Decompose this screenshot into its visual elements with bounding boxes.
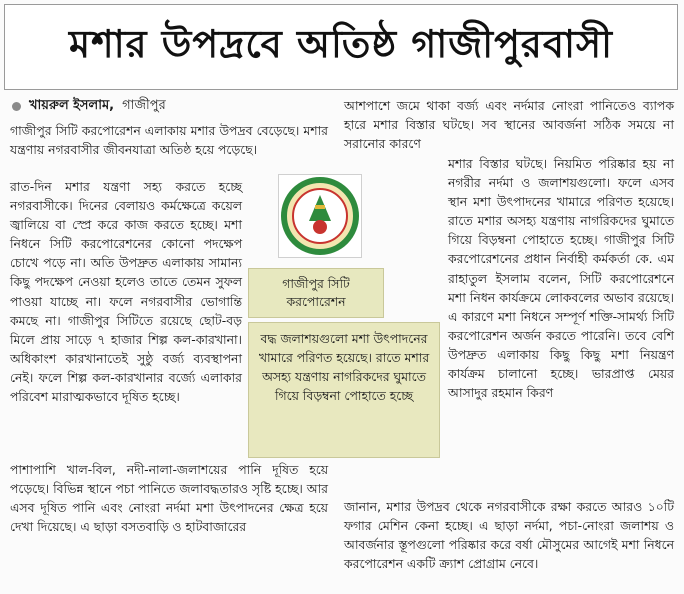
paragraph: পাশাপাশি খাল-বিল, নদী-নালা-জলাশয়ের পানি দূষিত হয়ে পড়েছে। বিভিন্ন স্থানে পচা পানিতে জলাবদ্ধতারও সৃষ্টি হচ্ছে। আর এসব দূষিত পানি এবং নোংরা নর্দমা মশা উৎপাদনের ক্ষেত্র হয়ে দেখা দিয়েছে। এ ছাড়া বসতবাড়ি ও হাটবাজারের xyxy=(10,462,328,535)
byline xyxy=(12,96,342,117)
paragraph: রাত-দিন মশার যন্ত্রণা সহ্য করতে হচ্ছে নগরবাসীকে। দিনের বেলায়ও কর্মক্ষেত্রে কয়েল জ্বালিয়ে বা স্প্রে করে কাজ করতে হচ্ছে। মশা নিধনে সিটি করপোরেশনের কোনো পদক্ষেপ চোখে পড়ে না। অতি উপদ্রুত এলাকায় সামান্য কিছু পদক্ষেপ নেওয়া হলেও তাতে তেমন সুফল পাওয়া যাচ্ছে না। ফলে নগরবাসীর ভোগান্তি কমছে না। গাজীপুর সিটিতে রয়েছে ছোট-বড় মিলে প্রায় সাড়ে ৭ হাজার শিল্প কল-কারখানা। অধিকাংশ কারখানাতেই সুষ্ঠু বর্জ্য ব্যবস্থাপনা নেই। ফলে শিল্প কল-কারখানার বর্জ্যে এলাকার পরিবেশ মারাত্মকভাবে দূষিত হচ্ছে। xyxy=(10,179,242,405)
logo-caption-line-1: গাজীপুর সিটি xyxy=(282,276,350,291)
byline-author: খায়রুল ইসলাম, xyxy=(29,98,115,113)
paragraph: মশার বিস্তার ঘটছে। নিয়মিত পরিষ্কার হয় না নগরীর নর্দমা ও জলাশয়গুলো। ফলে এসব স্থান মশা উৎপাদনের খামারে পরিণত হয়েছে। রাতে মশার অসহ্য যন্ত্রণায় নাগরিকদের ঘুমাতে গিয়ে বিড়ম্বনা পোহাতে হচ্ছে। গাজীপুর সিটি করপোরেশনের প্রধান নির্বাহী কর্মকর্তা কে. এম রাহাতুল ইসলাম বলেন, সিটি করপোরেশনে মশা নিধন কার্যক্রমে লোকবলের অভাব রয়েছে। এ কারণে মশা নিধনে সম্পূর্ণ শক্তি-সামর্থ্য সিটি করপোরেশন অর্জন করতে পারেনি। তবে বেশি উপদ্রুত এলাকায় কিছু কিছু মশা নিয়ন্ত্রণ কার্যক্রম চালানো হচ্ছে। ভারপ্রাপ্ত মেয়র আসাদুর রহমান কিরণ xyxy=(448,156,674,401)
paragraph: গাজীপুর সিটি করপোরেশন এলাকায় মশার উপদ্রব বেড়েছে। মশার যন্ত্রণায় নগরবাসীর জীবনযাত্রা অতিষ্ঠ হয়ে পড়েছে। xyxy=(10,123,328,158)
logo-block xyxy=(248,174,384,320)
paragraph: আশপাশে জমে থাকা বর্জ্য এবং নর্দমার নোংরা পানিতেও ব্যাপক হারে মশার বিস্তার ঘটছে। সব স্থানের আবর্জনা সঠিক সময়ে না সরানোর কারণে xyxy=(344,98,674,152)
city-corporation-logo-icon xyxy=(279,175,361,257)
byline-place: গাজীপুর xyxy=(122,98,166,113)
column-1-middle xyxy=(10,177,242,406)
pull-quote: বদ্ধ জলাশয়গুলো মশা উৎপাদনের খামারে পরিণত হয়েছে। রাতে মশার অসহ্য যন্ত্রণায় নাগরিকদের ঘুমাতে গিয়ে বিড়ম্বনা পোহাতে হচ্ছে xyxy=(248,322,440,458)
column-1-top xyxy=(10,121,328,159)
logo-caption xyxy=(248,268,384,318)
logo-image xyxy=(278,174,362,258)
column-2-top xyxy=(344,96,674,153)
column-1-bottom xyxy=(10,460,328,536)
headline-frame xyxy=(4,4,678,90)
paragraph: জানান, মশার উপদ্রব থেকে নগরবাসীকে রক্ষা করতে আরও ১০টি ফগার মেশিন কেনা হচ্ছে। এ ছাড়া নর্দমা, পচা-নোংরা জলাশয় ও আবর্জনার স্তূপগুলো পরিষ্কার করে বর্ষা মৌসুমের আগেই মশা নিধনে করপোরেশন একটি ক্র্যাশ প্রোগ্রাম নেবে। xyxy=(344,499,674,572)
bullet-icon xyxy=(12,102,21,111)
column-2-bottom xyxy=(344,497,674,573)
column-2-middle xyxy=(448,154,674,402)
headline: মশার উপদ্রবে অতিষ্ঠ গাজীপুরবাসী xyxy=(69,22,613,66)
logo-caption-line-2: করপোরেশন xyxy=(286,294,346,309)
